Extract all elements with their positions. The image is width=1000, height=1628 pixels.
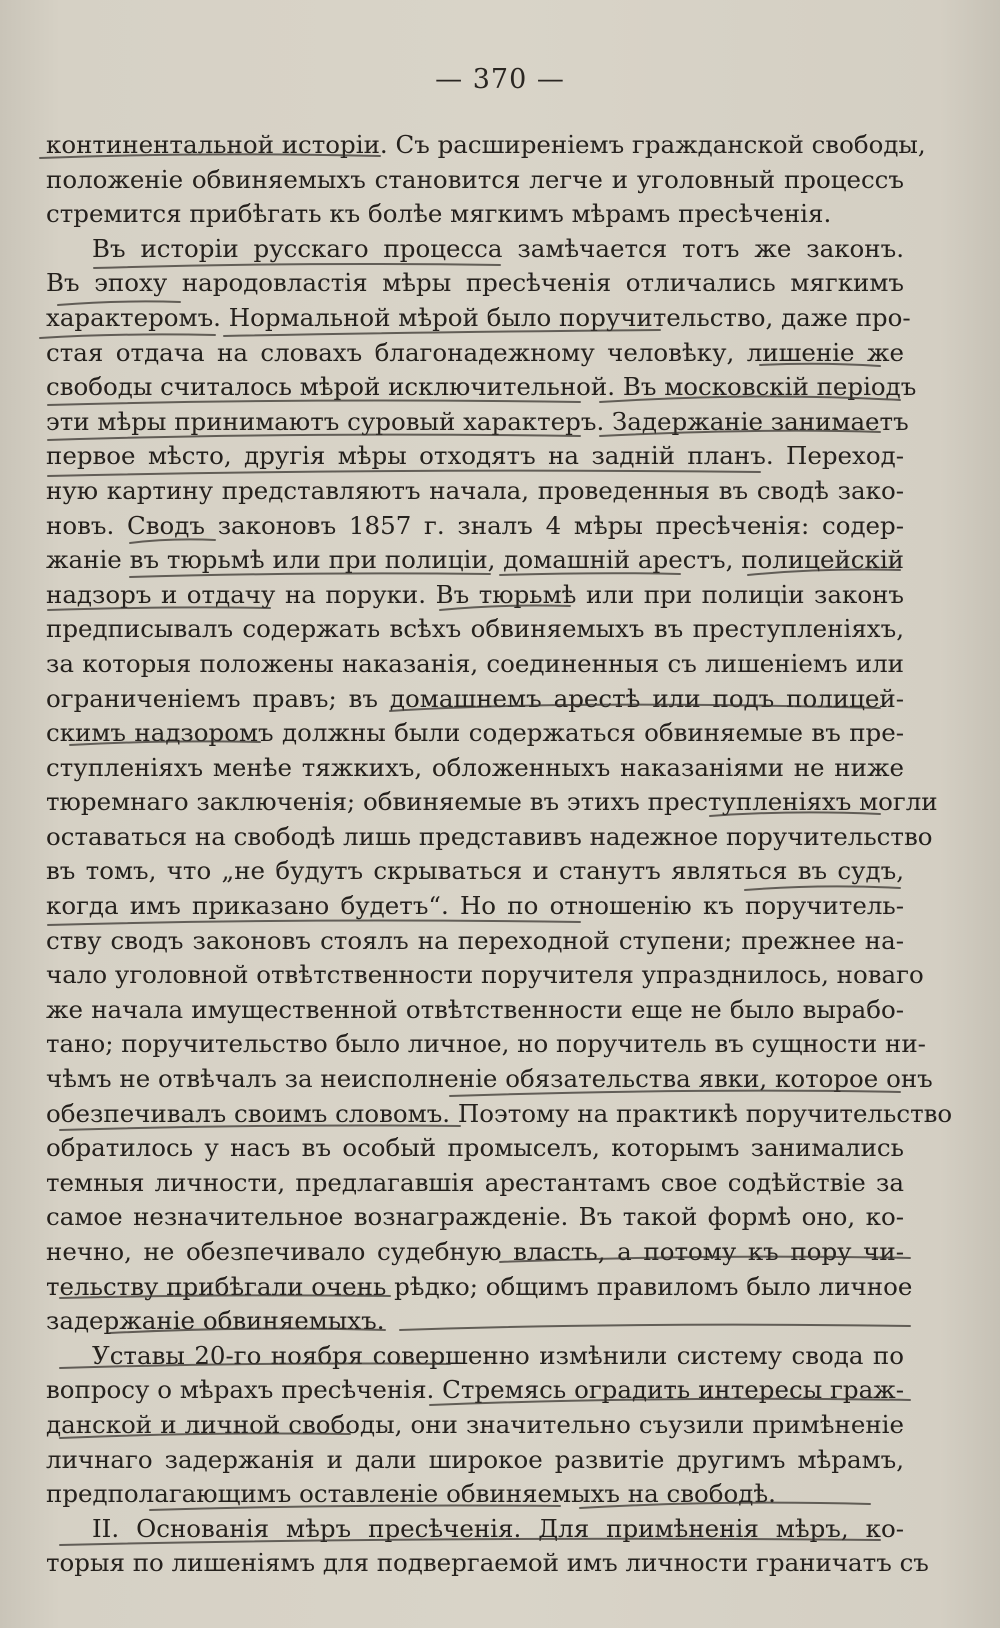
text-line: торыя по лишеніямъ для подвергаемой имъ личности граничатъ съ	[46, 1548, 929, 1578]
text-line: за которыя положены наказанія, соединенныя съ лишеніемъ или	[46, 648, 904, 678]
text-line: оставаться на свободѣ лишь представивъ надежное поручительство	[46, 821, 933, 851]
text-line: II. Основанія мѣръ пресѣченія. Для примѣненія мѣръ, ко-	[92, 1513, 904, 1543]
text-line: въ томъ, что „не будутъ скрываться и станутъ являться въ судъ,	[46, 856, 904, 886]
text-line: континентальной исторіи. Съ расширеніемъ гражданской свободы,	[46, 130, 926, 159]
text-line: ству сводъ законовъ стоялъ на переходной ступени; прежнее на-	[46, 925, 904, 955]
text-line: первое мѣсто, другія мѣры отходятъ на заднiй планъ. Переход-	[46, 441, 904, 471]
text-line: предполагающимъ оставленіе обвиняемыхъ на свободѣ.	[46, 1479, 776, 1509]
text-line: стремится прибѣгать къ болѣе мягкимъ мѣрамъ пресѣченія.	[46, 199, 832, 229]
text-line: ограниченіемъ правъ; въ домашнемъ арестѣ или подъ полицей-	[46, 683, 904, 713]
paragraph	[46, 232, 953, 1339]
text-line: предписывалъ содержать всѣхъ обвиняемыхъ въ преступленіяхъ,	[46, 614, 904, 644]
text-line: данской и личной свободы, они значительно съузили примѣненіе	[46, 1409, 904, 1439]
text-line: чало уголовной отвѣтственности поручителя упразднилось, новаго	[46, 960, 924, 990]
text-line: Въ исторіи русскаго процесса замѣчается тотъ же законъ.	[92, 233, 904, 263]
text-line: ную картину представляютъ начала, проведенныя въ сводѣ зако-	[46, 475, 904, 505]
text-line: скимъ надзоромъ должны были содержаться обвиняемые въ пре-	[46, 718, 904, 748]
text-line: темныя личности, предлагавшія арестантамъ свое содѣйствіе за	[46, 1167, 904, 1197]
text-line: тано; поручительство было личное, но поручитель въ сущности ни-	[46, 1029, 926, 1059]
paragraph	[46, 1512, 929, 1581]
text-line: характеромъ. Нормальной мѣрой было поручительство, даже про-	[46, 302, 911, 332]
text-line: вопросу о мѣрахъ пресѣченія. Стремясь оградить интересы граж-	[46, 1375, 904, 1405]
text-line: надзоръ и отдачу на поруки. Въ тюрьмѣ или при полиціи законъ	[46, 579, 904, 609]
text-line: свободы считалось мѣрой исключительной. Въ московскій періодъ	[46, 372, 917, 402]
text-line: личнаго задержанія и дали широкое развитіе другимъ мѣрамъ,	[46, 1444, 904, 1474]
text-line: Уставы 20-го ноября совершенно измѣнили систему свода по	[92, 1340, 904, 1370]
text-line: положеніе обвиняемыхъ становится легче и уголовный процессъ	[46, 164, 904, 194]
text-line: эти мѣры принимаютъ суровый характеръ. Задержаніе занимаетъ	[46, 406, 909, 436]
text-line: тюремнаго заключенія; обвиняемые въ этихъ преступленіяхъ могли	[46, 787, 938, 817]
text-line: жаніе въ тюрьмѣ или при полиціи, домашній арестъ, полицейскій	[46, 545, 904, 575]
text-line: задержаніе обвиняемыхъ.	[46, 1306, 385, 1336]
text-line: Въ эпоху народовластія мѣры пресѣченія отличались мягкимъ	[46, 268, 904, 298]
text-line: чѣмъ не отвѣчалъ за неисполненіе обязательства явки, которое онъ	[46, 1064, 933, 1094]
text-line: самое незначительное вознагражденіе. Въ такой формѣ оно, ко-	[46, 1202, 904, 1232]
text-line: обезпечивалъ своимъ словомъ. Поэтому на практикѣ поручительство	[46, 1098, 953, 1128]
paragraph	[46, 1339, 904, 1512]
paragraph	[46, 128, 926, 232]
text-line: новъ. Сводъ законовъ 1857 г. зналъ 4 мѣры пресѣченія: содер-	[46, 510, 904, 540]
text-line: же начала имущественной отвѣтственности еще не было вырабо-	[46, 994, 904, 1024]
text-line: тельству прибѣгали очень рѣдко; общимъ правиломъ было личное	[46, 1271, 913, 1301]
text-line: когда имъ приказано будетъ“. Но по отношенію къ поручитель-	[46, 891, 904, 921]
body-text	[46, 128, 953, 1581]
text-line: нечно, не обезпечивало судебную власть, а потому къ пору чи-	[46, 1237, 904, 1266]
text-line: обратилось у насъ въ особый промыселъ, которымъ занимались	[46, 1133, 904, 1163]
text-line: стая отдача на словахъ благонадежному человѣку, лишеніе же	[46, 337, 904, 367]
page-number: — 370 —	[435, 64, 565, 95]
text-line: ступленіяхъ менѣе тяжкихъ, обложенныхъ наказаніями не ниже	[46, 752, 904, 782]
